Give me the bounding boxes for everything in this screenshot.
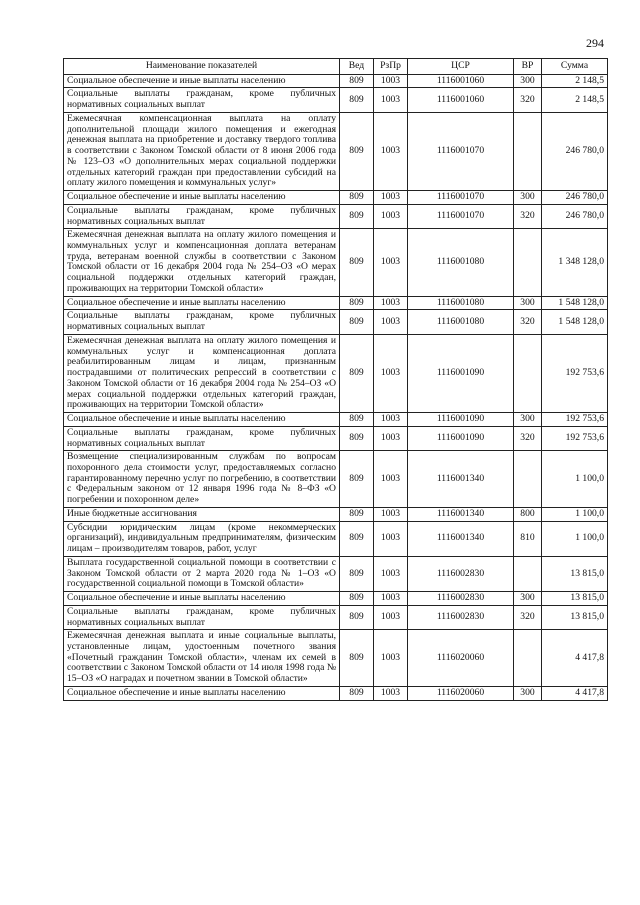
cell-ved: 809	[340, 605, 374, 629]
cell-ved: 809	[340, 426, 374, 450]
cell-csr: 1116002830	[408, 605, 514, 629]
cell-csr: 1116001340	[408, 451, 514, 508]
header-ved: Вед	[340, 59, 374, 75]
cell-csr: 1116020060	[408, 630, 514, 687]
cell-rzpr: 1003	[374, 556, 408, 591]
cell-vr: 800	[514, 507, 542, 521]
cell-csr: 1116001080	[408, 296, 514, 310]
header-vr: ВР	[514, 59, 542, 75]
table-row	[64, 74, 608, 88]
cell-ved: 809	[340, 191, 374, 205]
cell-csr: 1116001070	[408, 204, 514, 228]
cell-rzpr: 1003	[374, 592, 408, 606]
table-row	[64, 592, 608, 606]
table-row	[64, 413, 608, 427]
cell-csr: 1116020060	[408, 686, 514, 700]
cell-name: Социальные выплаты гражданам, кроме публичных нормативных социальных выплат	[64, 605, 340, 629]
cell-rzpr: 1003	[374, 191, 408, 205]
cell-name: Социальные выплаты гражданам, кроме публичных нормативных социальных выплат	[64, 88, 340, 112]
cell-ved: 809	[340, 630, 374, 687]
header-rzpr: РзПр	[374, 59, 408, 75]
cell-ved: 809	[340, 204, 374, 228]
cell-ved: 809	[340, 556, 374, 591]
cell-vr: 300	[514, 74, 542, 88]
cell-ved: 809	[340, 112, 374, 190]
table-row	[64, 112, 608, 190]
cell-name: Субсидии юридическим лицам (кроме некоммерческих организаций), индивидуальным предпринимателям, физическим лицам – производителям товаров, работ, услуг	[64, 521, 340, 556]
cell-rzpr: 1003	[374, 686, 408, 700]
cell-sum: 2 148,5	[542, 88, 608, 112]
cell-vr: 320	[514, 88, 542, 112]
table-row	[64, 88, 608, 112]
cell-rzpr: 1003	[374, 310, 408, 334]
cell-rzpr: 1003	[374, 334, 408, 412]
cell-rzpr: 1003	[374, 229, 408, 296]
cell-csr: 1116002830	[408, 556, 514, 591]
cell-rzpr: 1003	[374, 112, 408, 190]
cell-name: Социальные выплаты гражданам, кроме публичных нормативных социальных выплат	[64, 426, 340, 450]
cell-vr: 300	[514, 191, 542, 205]
table-row	[64, 426, 608, 450]
cell-vr: 300	[514, 296, 542, 310]
cell-vr: 320	[514, 310, 542, 334]
cell-csr: 1116001340	[408, 507, 514, 521]
cell-name: Социальное обеспечение и иные выплаты населению	[64, 296, 340, 310]
header-sum: Сумма	[542, 59, 608, 75]
cell-ved: 809	[340, 507, 374, 521]
cell-rzpr: 1003	[374, 507, 408, 521]
cell-sum: 1 100,0	[542, 451, 608, 508]
table-row	[64, 191, 608, 205]
cell-vr: 300	[514, 686, 542, 700]
cell-name: Выплата государственной социальной помощи в соответствии с Законом Томской области от 2 марта 2020 года № 1–ОЗ «О государственной социальной помощи в Томской области»	[64, 556, 340, 591]
table-row	[64, 296, 608, 310]
table-row	[64, 605, 608, 629]
cell-name: Социальное обеспечение и иные выплаты населению	[64, 74, 340, 88]
cell-vr	[514, 556, 542, 591]
cell-name: Возмещение специализированным службам по вопросам похоронного дела стоимости услуг, предоставляемых согласно гарантированному перечню услуг по погребению, в соответствии с Федеральным законом от 12 января 1996 года № 8–ФЗ «О погребении и похоронном деле»	[64, 451, 340, 508]
cell-sum: 13 815,0	[542, 556, 608, 591]
header-name: Наименование показателей	[64, 59, 340, 75]
table-row	[64, 630, 608, 687]
cell-name: Социальное обеспечение и иные выплаты населению	[64, 686, 340, 700]
cell-ved: 809	[340, 310, 374, 334]
cell-ved: 809	[340, 296, 374, 310]
cell-vr: 300	[514, 592, 542, 606]
cell-sum: 1 548 128,0	[542, 296, 608, 310]
cell-sum: 246 780,0	[542, 112, 608, 190]
cell-sum: 4 417,8	[542, 686, 608, 700]
cell-ved: 809	[340, 686, 374, 700]
cell-name: Социальное обеспечение и иные выплаты населению	[64, 191, 340, 205]
table-header-row	[64, 59, 608, 75]
cell-rzpr: 1003	[374, 413, 408, 427]
cell-sum: 246 780,0	[542, 191, 608, 205]
cell-rzpr: 1003	[374, 88, 408, 112]
cell-vr: 300	[514, 413, 542, 427]
cell-name: Ежемесячная денежная выплата на оплату жилого помещения и коммунальных услуг и компенсационная доплата реабилитированным лицам и лицам, признанным пострадавшими от политических репрессий в соответствии с Законом Томской области от 16 декабря 2004 года № 254–ОЗ «О мерах социальной поддержки отдельных категорий граждан, проживающих на территории Томской области»	[64, 334, 340, 412]
cell-csr: 1116001060	[408, 88, 514, 112]
cell-rzpr: 1003	[374, 451, 408, 508]
table-row	[64, 507, 608, 521]
cell-vr	[514, 112, 542, 190]
cell-vr: 810	[514, 521, 542, 556]
cell-csr: 1116001080	[408, 310, 514, 334]
cell-csr: 1116001090	[408, 413, 514, 427]
cell-rzpr: 1003	[374, 74, 408, 88]
cell-sum: 192 753,6	[542, 413, 608, 427]
cell-csr: 1116001070	[408, 112, 514, 190]
cell-ved: 809	[340, 451, 374, 508]
cell-sum: 1 100,0	[542, 521, 608, 556]
cell-sum: 13 815,0	[542, 592, 608, 606]
cell-rzpr: 1003	[374, 426, 408, 450]
cell-name: Иные бюджетные ассигнования	[64, 507, 340, 521]
cell-rzpr: 1003	[374, 296, 408, 310]
table-row	[64, 451, 608, 508]
cell-name: Ежемесячная денежная выплата на оплату жилого помещения и коммунальных услуг и компенсационная доплата ветеранам труда, ветеранам военной службы в соответствии с Законом Томской области от 16 декабря 2004 года № 254–ОЗ «О мерах социальной поддержки отдельных категорий граждан, проживающих на территории Томской области»	[64, 229, 340, 296]
cell-name: Социальное обеспечение и иные выплаты населению	[64, 592, 340, 606]
cell-csr: 1116001090	[408, 334, 514, 412]
table-row	[64, 521, 608, 556]
cell-csr: 1116001060	[408, 74, 514, 88]
cell-csr: 1116001090	[408, 426, 514, 450]
cell-vr	[514, 229, 542, 296]
budget-table	[63, 58, 608, 701]
cell-rzpr: 1003	[374, 605, 408, 629]
cell-sum: 4 417,8	[542, 630, 608, 687]
cell-vr	[514, 451, 542, 508]
cell-vr: 320	[514, 204, 542, 228]
cell-sum: 13 815,0	[542, 605, 608, 629]
cell-ved: 809	[340, 521, 374, 556]
cell-vr	[514, 334, 542, 412]
cell-name: Социальные выплаты гражданам, кроме публичных нормативных социальных выплат	[64, 204, 340, 228]
table-row	[64, 310, 608, 334]
page-number: 294	[586, 36, 604, 50]
cell-sum: 1 548 128,0	[542, 310, 608, 334]
cell-sum: 1 100,0	[542, 507, 608, 521]
cell-csr: 1116002830	[408, 592, 514, 606]
cell-rzpr: 1003	[374, 630, 408, 687]
cell-sum: 1 348 128,0	[542, 229, 608, 296]
cell-ved: 809	[340, 413, 374, 427]
cell-rzpr: 1003	[374, 204, 408, 228]
cell-name: Ежемесячная денежная выплата и иные социальные выплаты, установленные лицам, удостоенным почетного звания «Почетный гражданин Томской области», членам их семей в соответствии с Законом Томской области от 14 июля 1998 года № 15–ОЗ «О наградах и почетном звании в Томской области»	[64, 630, 340, 687]
cell-vr: 320	[514, 426, 542, 450]
cell-rzpr: 1003	[374, 521, 408, 556]
cell-vr: 320	[514, 605, 542, 629]
cell-sum: 192 753,6	[542, 426, 608, 450]
cell-ved: 809	[340, 592, 374, 606]
cell-csr: 1116001080	[408, 229, 514, 296]
table-row	[64, 204, 608, 228]
cell-sum: 192 753,6	[542, 334, 608, 412]
cell-ved: 809	[340, 229, 374, 296]
cell-ved: 809	[340, 74, 374, 88]
cell-name: Ежемесячная компенсационная выплата на оплату дополнительной площади жилого помещения и ежегодная денежная выплата на приобретение и доставку твердого топлива в соответствии с Законом Томской области от 8 июня 2006 года № 123–ОЗ «О дополнительных мерах социальной поддержки отдельных категорий граждан при предоставлении субсидий на оплату жилого помещения и коммунальных услуг»	[64, 112, 340, 190]
cell-sum: 2 148,5	[542, 74, 608, 88]
header-csr: ЦСР	[408, 59, 514, 75]
cell-csr: 1116001070	[408, 191, 514, 205]
cell-sum: 246 780,0	[542, 204, 608, 228]
cell-vr	[514, 630, 542, 687]
table-row	[64, 229, 608, 296]
cell-ved: 809	[340, 334, 374, 412]
cell-ved: 809	[340, 88, 374, 112]
cell-name: Социальное обеспечение и иные выплаты населению	[64, 413, 340, 427]
table-row	[64, 556, 608, 591]
cell-csr: 1116001340	[408, 521, 514, 556]
table-row	[64, 334, 608, 412]
table-row	[64, 686, 608, 700]
cell-name: Социальные выплаты гражданам, кроме публичных нормативных социальных выплат	[64, 310, 340, 334]
